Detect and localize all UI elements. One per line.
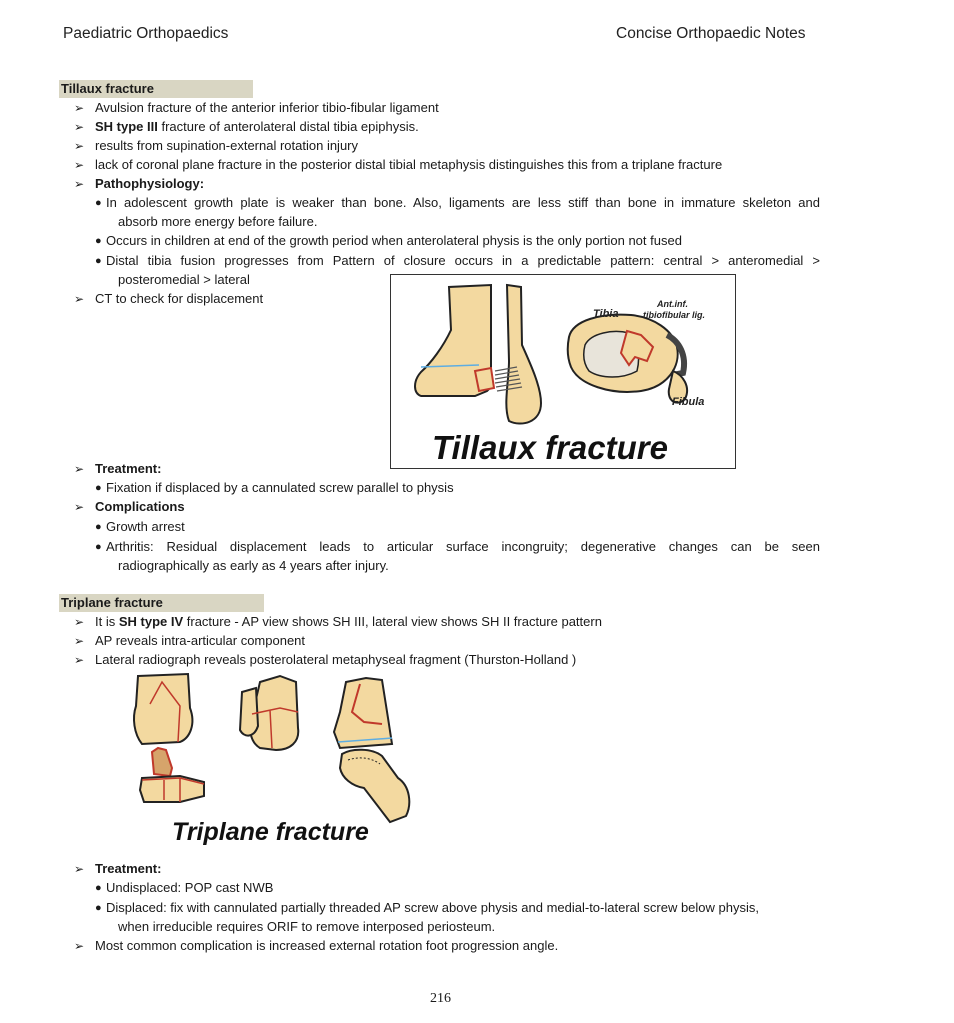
arrowhead-icon: ➢ [74,462,85,476]
list-label [95,460,161,478]
list-item: Most common complication is increased external rotation foot progression angle. [95,938,559,953]
header-right: Concise Orthopaedic Notes [616,25,806,42]
list-item: Lateral radiograph reveals posterolateral metaphyseal fragment (Thurston-Holland ) [95,652,577,667]
sub-item-continued: posteromedial > lateral [118,272,250,287]
list-label [95,860,161,878]
list-item: Avulsion fracture of the anterior inferior tibio-fibular ligament [95,100,439,115]
page-number: 216 [430,991,451,1006]
bullet-icon: ● [95,521,102,533]
bold-term: SH type III [95,119,158,134]
list-label [95,498,185,516]
bullet-icon: ● [95,197,102,209]
list-item [95,613,602,631]
ligament-label-line1: Ant.inf. [657,299,688,309]
arrowhead-icon: ➢ [74,139,85,153]
sub-item-continued: radiographically as early as 4 years after injury. [118,558,389,573]
bold-term: SH type IV [118,614,184,629]
arrowhead-icon: ➢ [74,177,85,191]
list-item: CT to check for displacement [95,291,264,306]
list-item: AP reveals intra-articular component [95,633,306,648]
tillaux-illustration [391,275,734,467]
sub-item: Displaced: fix with cannulated partially threaded AP screw above physis and medial-to-lateral screw below physis, [106,900,759,915]
tibia-label: Tibia [593,308,619,320]
list-item [95,118,419,136]
list-item: results from supination-external rotation injury [95,138,359,153]
sub-item: Occurs in children at end of the growth period when anterolateral physis is the only portion not fused [106,233,682,248]
bullet-icon: ● [95,255,102,267]
treatment-label: Treatment: [95,861,162,876]
header-left: Paediatric Orthopaedics [63,25,229,42]
sub-item: Undisplaced: POP cast NWB [106,880,274,895]
bullet-icon: ● [95,235,102,247]
complications-label: Complications [95,499,185,514]
list-label [95,175,204,193]
arrowhead-icon: ➢ [74,500,85,514]
tillaux-caption: Tillaux fracture [432,429,668,466]
bullet-icon: ● [95,541,102,553]
arrowhead-icon: ➢ [74,634,85,648]
sub-item: Fixation if displaced by a cannulated screw parallel to physis [106,480,454,495]
bullet-icon: ● [95,882,102,894]
arrowhead-icon: ➢ [74,292,85,306]
arrowhead-icon: ➢ [74,101,85,115]
section-heading-triplane: Triplane fracture [59,594,264,612]
bullet-icon: ● [95,902,102,914]
list-item-text: It is [95,614,119,629]
pathophysiology-label: Pathophysiology: [95,176,205,191]
list-item-text: fracture of anterolateral distal tibia epiphysis. [157,119,419,134]
triplane-figure [120,668,430,850]
arrowhead-icon: ➢ [74,653,85,667]
arrowhead-icon: ➢ [74,862,85,876]
tillaux-figure [390,274,736,469]
arrowhead-icon: ➢ [74,120,85,134]
sub-item-continued: when irreducible requires ORIF to remove interposed periosteum. [118,919,496,934]
sub-item: In adolescent growth plate is weaker than bone. Also, ligaments are less stiff than bone in immature skeleton and [106,195,820,210]
bullet-icon: ● [95,482,102,494]
list-item: lack of coronal plane fracture in the posterior distal tibial metaphysis distinguishes this from a triplane fracture [95,157,723,172]
arrowhead-icon: ➢ [74,158,85,172]
list-item-text: fracture - AP view shows SH III, lateral view shows SH II fracture pattern [183,614,602,629]
sub-item-continued: absorb more energy before failure. [118,214,318,229]
section-heading-tillaux: Tillaux fracture [59,80,253,98]
sub-item: Arthritis: Residual displacement leads to articular surface incongruity; degenerative changes can be seen [106,539,820,554]
arrowhead-icon: ➢ [74,939,85,953]
fibula-label: Fibula [672,396,705,408]
sub-item: Distal tibia fusion progresses from Pattern of closure occurs in a predictable pattern: central > anteromedial > [106,253,820,268]
ligament-label-line2: tibiofibular lig. [643,310,705,320]
triplane-caption: Triplane fracture [172,818,369,846]
triplane-illustration [120,668,430,850]
treatment-label: Treatment: [95,461,162,476]
sub-item: Growth arrest [106,519,185,534]
arrowhead-icon: ➢ [74,615,85,629]
